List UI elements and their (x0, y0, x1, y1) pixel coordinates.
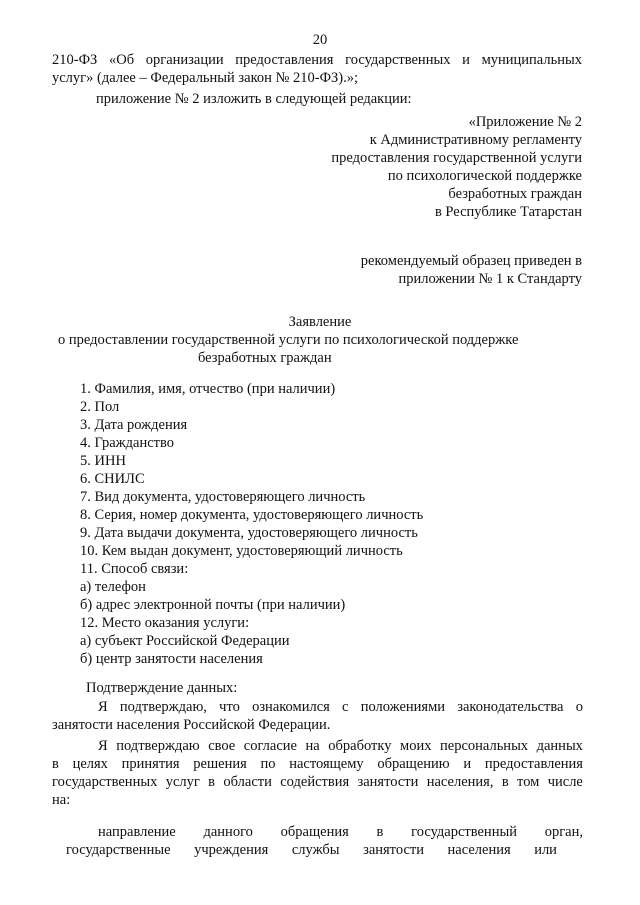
form-item: 11. Способ связи: (80, 561, 189, 577)
word: в (52, 756, 59, 772)
word: и (462, 52, 470, 68)
appendix-line: безработных граждан (448, 186, 582, 202)
word: населения (447, 842, 511, 858)
sample-note-line: приложении № 1 к Стандарту (398, 271, 582, 287)
confirmation-line: занятости населения Российской Федерации. (52, 717, 331, 733)
form-item: а) субъект Российской Федерации (80, 633, 290, 649)
word: «Об (108, 52, 135, 68)
appendix-line: по психологической поддержке (387, 168, 582, 184)
word: подтверждаю, (119, 699, 207, 715)
word: обработку (328, 738, 392, 754)
word: по (260, 756, 276, 772)
word: согласие (243, 738, 297, 754)
form-item: 7. Вид документа, удостоверяющего личность (80, 489, 366, 505)
word: ознакомился (252, 699, 330, 715)
word: в (376, 824, 384, 840)
word: содействия (280, 774, 350, 790)
word: занятости (363, 842, 424, 858)
word: свое (208, 738, 236, 754)
word: положениями (360, 699, 446, 715)
word: государственные (66, 842, 171, 858)
appendix-line: предоставления государственной услуги (331, 150, 582, 166)
form-item: 6. СНИЛС (80, 471, 145, 487)
confirmation-line (52, 756, 583, 773)
word: государственных (345, 52, 451, 68)
confirmation-line (66, 842, 557, 859)
word: с (342, 699, 349, 715)
confirmation-heading: Подтверждение данных: (86, 680, 238, 696)
form-item: 1. Фамилия, имя, отчество (при наличии) (80, 381, 336, 397)
word: что (219, 699, 240, 715)
word: данных (536, 738, 583, 754)
word: настоящему (289, 756, 364, 772)
word: Я (98, 699, 108, 715)
word: направление (98, 824, 176, 840)
word: том (517, 774, 540, 790)
form-item: 5. ИНН (80, 453, 126, 469)
word: населения, (426, 774, 494, 790)
form-item: 2. Пол (80, 399, 120, 415)
form-item: б) центр занятости населения (80, 651, 263, 667)
intro-line-3: приложение № 2 изложить в следующей редакции: (96, 91, 412, 107)
form-item: 12. Место оказания услуги: (80, 615, 250, 631)
intro-line-1 (52, 52, 582, 69)
form-item: а) телефон (80, 579, 146, 595)
page-number: 20 (312, 32, 328, 48)
word: и (463, 756, 472, 772)
word: или (534, 842, 557, 858)
word: целях (72, 756, 108, 772)
word: 210-ФЗ (52, 52, 98, 68)
word: принятия (121, 756, 180, 772)
form-item: 9. Дата выдачи документа, удостоверяющего личность (80, 525, 418, 541)
word: орган, (544, 824, 583, 840)
word: организации (145, 52, 224, 68)
form-subtitle: о предоставлении государственной услуги по психологической поддержке (58, 332, 519, 348)
form-item: 3. Дата рождения (80, 417, 188, 433)
word: в (501, 774, 509, 790)
word: моих (400, 738, 432, 754)
word: обращения (280, 824, 349, 840)
word: Я (98, 738, 108, 754)
word: предоставления (484, 756, 583, 772)
word: занятости (357, 774, 419, 790)
word: учреждения (194, 842, 269, 858)
word: услуг (165, 774, 200, 790)
word: законодательства (457, 699, 564, 715)
form-item: 10. Кем выдан документ, удостоверяющий личность (80, 543, 403, 559)
word: службы (291, 842, 340, 858)
confirmation-line (98, 738, 583, 755)
word: в (208, 774, 216, 790)
appendix-line: в Республике Татарстан (434, 204, 582, 220)
word: подтверждаю (116, 738, 200, 754)
form-item: 4. Гражданство (80, 435, 175, 451)
confirmation-line (98, 699, 583, 716)
word: числе (547, 774, 583, 790)
word: обращению (377, 756, 450, 772)
form-item: б) адрес электронной почты (при наличии) (80, 597, 346, 613)
word: государственных (52, 774, 158, 790)
word: данного (203, 824, 253, 840)
form-heading: Заявление (288, 314, 352, 330)
word: государственный (411, 824, 517, 840)
word: на (305, 738, 320, 754)
word: области (223, 774, 272, 790)
word: предоставления (235, 52, 334, 68)
form-subtitle: безработных граждан (198, 350, 332, 366)
confirmation-line (98, 824, 583, 841)
intro-line-2: услуг» (далее – Федеральный закон № 210-ФЗ).»; (52, 70, 359, 86)
word: муниципальных (481, 52, 582, 68)
confirmation-line: на: (52, 792, 71, 808)
form-item: 8. Серия, номер документа, удостоверяющего личность (80, 507, 424, 523)
confirmation-line (52, 774, 583, 791)
sample-note-line: рекомендуемый образец приведен в (360, 253, 582, 269)
appendix-line: к Административному регламенту (369, 132, 582, 148)
word: персональных (440, 738, 529, 754)
word: о (575, 699, 583, 715)
word: решения (193, 756, 247, 772)
appendix-line: «Приложение № 2 (468, 114, 582, 130)
